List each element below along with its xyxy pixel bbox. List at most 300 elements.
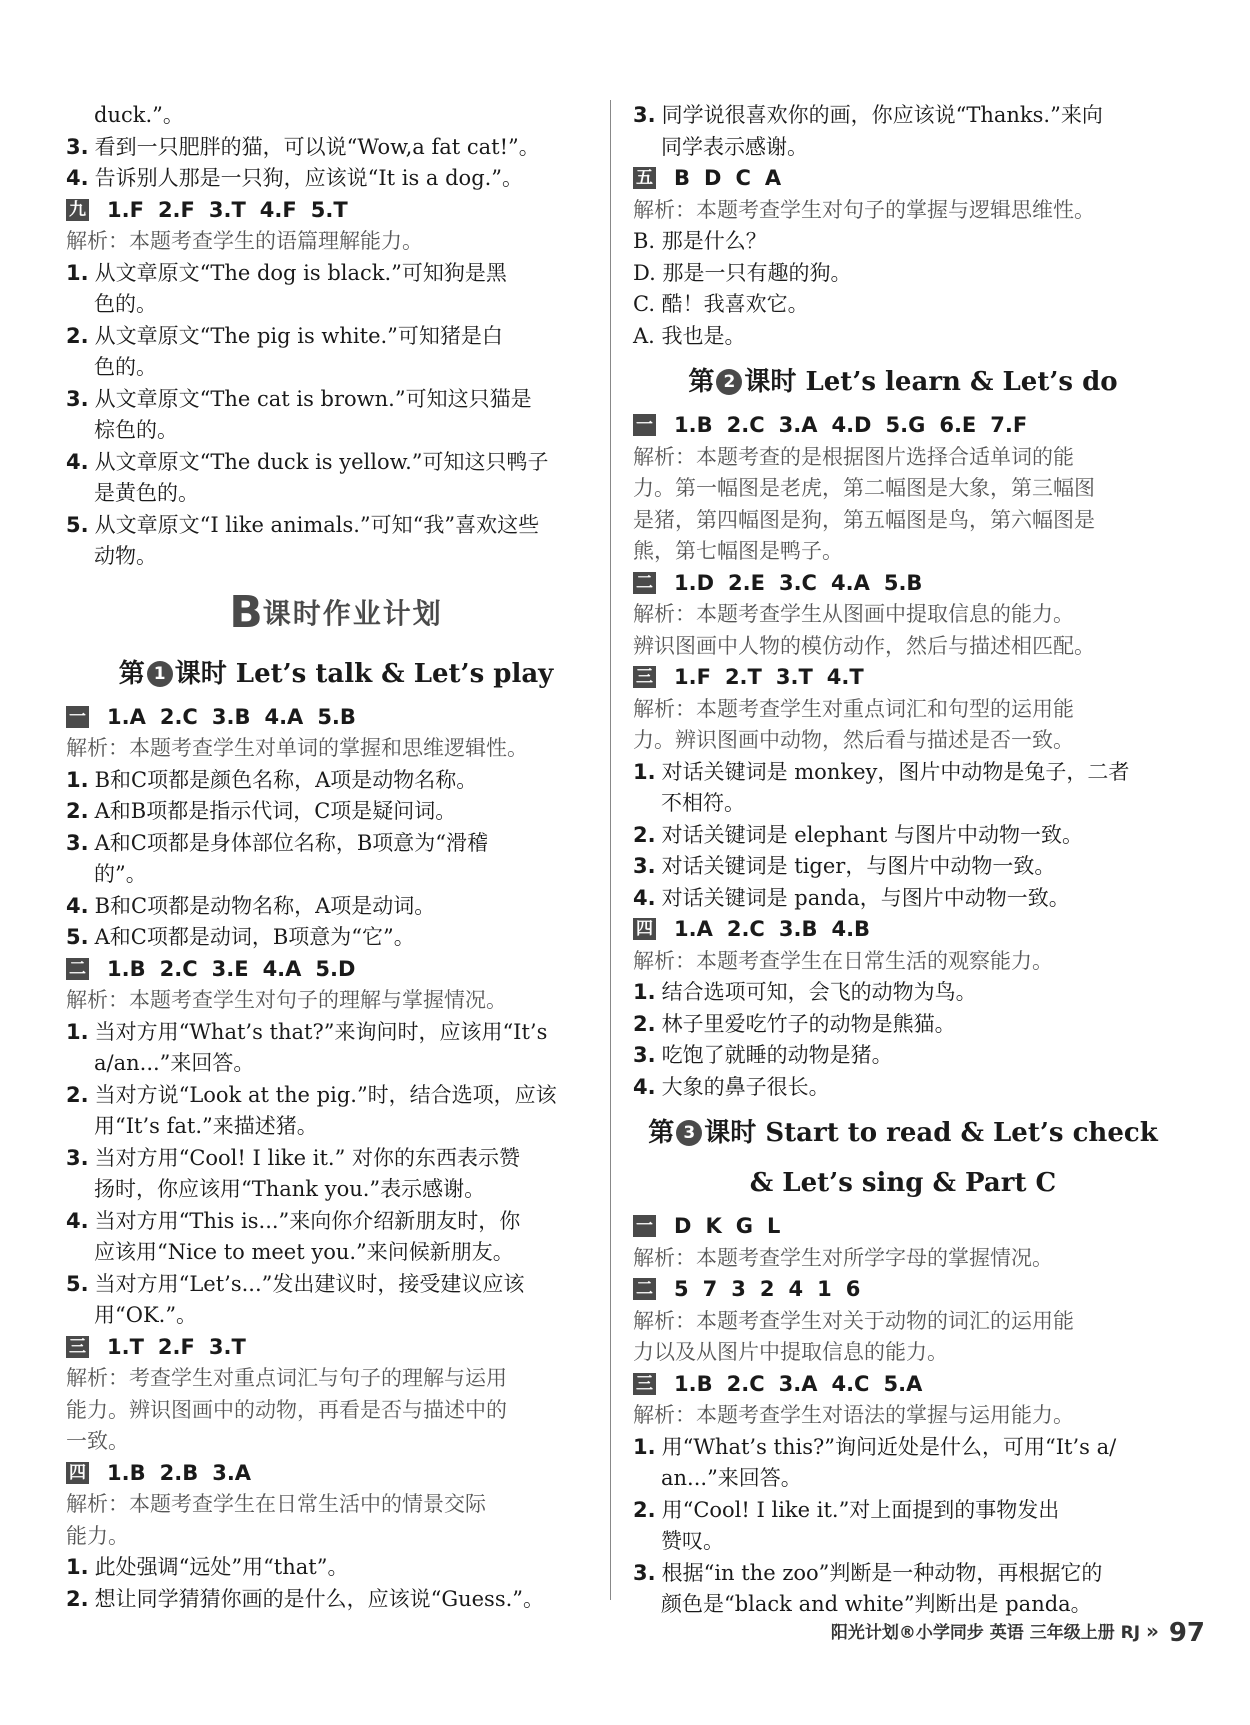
- answer-item: 5.D: [315, 956, 356, 981]
- item-text: an...”来回答。: [661, 1466, 802, 1490]
- answer-item: 3.A: [778, 1371, 818, 1396]
- analysis-label: 解析：: [633, 1245, 696, 1270]
- item-text: 的”。: [94, 862, 147, 886]
- item-text: 对话关键词是 elephant 与图片中动物一致。: [661, 822, 1083, 847]
- analysis-label: 解析：: [66, 229, 129, 253]
- item-number: 2.: [66, 323, 89, 348]
- item-number: 2.: [633, 1497, 656, 1522]
- answer-row: [66, 195, 606, 227]
- analysis-label: 解析：: [633, 602, 696, 626]
- analysis-text: 力。辨识图画中动物，然后看与描述是否一致。: [633, 728, 1074, 752]
- page-footer: [725, 1618, 1205, 1648]
- text-line: [66, 100, 606, 132]
- item-text: 同学表示感谢。: [661, 134, 808, 159]
- answer-item: 7: [702, 1277, 718, 1301]
- item-number: 4.: [66, 893, 89, 918]
- analysis-text: 本题考查学生对句子的理解与掌握情况。: [129, 988, 507, 1012]
- answer-item: 2.T: [724, 665, 762, 689]
- answer-item: 3.A: [212, 1460, 252, 1485]
- option-line: C. 酷！我喜欢它。: [633, 292, 809, 316]
- analysis-label: 解析：: [66, 1366, 129, 1390]
- answer-row: [66, 954, 606, 986]
- analysis-label: 解析：: [66, 988, 129, 1012]
- item-text: 从文章原文“The pig is white.”可知猪是白: [94, 323, 503, 348]
- text-line: [66, 321, 606, 353]
- analysis-line: [633, 1337, 1173, 1369]
- item-text: 动物。: [94, 544, 157, 568]
- item-text: 从文章原文“The cat is brown.”可知这只猫是: [94, 386, 532, 411]
- text-line: [66, 765, 606, 797]
- item-text: 不相符。: [661, 791, 745, 815]
- answer-item: 5.B: [317, 704, 356, 729]
- answer-item: K: [705, 1214, 722, 1238]
- item-text: B和C项都是颜色名称，A项是动物名称。: [94, 767, 478, 792]
- text-line: [633, 1432, 1173, 1464]
- analysis-text: 本题考查学生在日常生活中的情景交际: [129, 1492, 486, 1516]
- analysis-text: 一致。: [66, 1429, 129, 1453]
- analysis-label: 解析：: [633, 197, 696, 222]
- item-number: 3.: [633, 103, 656, 127]
- item-text: duck.”。: [94, 103, 184, 127]
- footer-arrows-icon: »: [1145, 1619, 1159, 1643]
- analysis-text: 本题考查学生对关于动物的词汇的运用能: [696, 1308, 1074, 1333]
- analysis-line: [66, 1395, 606, 1427]
- answer-item: G: [735, 1214, 753, 1238]
- item-text: 用“It’s fat.”来描述猪。: [94, 1114, 318, 1138]
- item-text: 吃饱了就睡的动物是猪。: [661, 1043, 893, 1067]
- text-line: [66, 859, 606, 891]
- analysis-line: [633, 1400, 1173, 1432]
- item-text: 当对方用“This is...”来向你介绍新朋友时，你: [94, 1208, 521, 1233]
- lesson-title: Let’s talk & Let’s play: [235, 658, 554, 689]
- item-text: 告诉别人那是一只狗，应该说“It is a dog.”。: [94, 166, 524, 190]
- item-number: 3.: [66, 830, 89, 855]
- answer-row: [633, 1274, 1173, 1306]
- section-marker: 五: [633, 167, 656, 189]
- analysis-label: 解析：: [633, 1308, 696, 1333]
- answer-item: 4.A: [262, 956, 302, 981]
- item-text: 赞叹。: [661, 1529, 724, 1553]
- text-line: [633, 820, 1173, 852]
- answer-item: 5.T: [310, 197, 348, 222]
- answer-item: 4.D: [831, 413, 872, 437]
- analysis-line: [633, 505, 1173, 537]
- analysis-text: 本题考查学生对语法的掌握与运用能力。: [696, 1403, 1074, 1427]
- text-line: [66, 922, 606, 954]
- analysis-text: 辨识图画中人物的模仿动作，然后与描述相匹配。: [633, 633, 1095, 658]
- lesson-heading-cont: [633, 1161, 1173, 1205]
- answer-item: 5.B: [883, 570, 923, 595]
- item-number: 4.: [66, 166, 89, 190]
- item-text: A和C项都是身体部位名称，B项意为“滑稽: [94, 830, 488, 855]
- item-text: A和B项都是指示代词，C项是疑问词。: [94, 799, 457, 823]
- text-line: [66, 796, 606, 828]
- answer-row: [633, 163, 1173, 195]
- text-line: [66, 828, 606, 860]
- lesson-number-badge: 2: [716, 369, 742, 395]
- answer-row: [633, 914, 1173, 946]
- lesson-number-badge: 3: [676, 1120, 702, 1146]
- item-text: a/an...”来回答。: [94, 1051, 255, 1075]
- text-line: [633, 851, 1173, 883]
- item-number: 1.: [66, 1555, 89, 1579]
- right-column: [633, 100, 1173, 1621]
- item-number: 2.: [633, 822, 656, 847]
- item-number: 4.: [633, 885, 656, 910]
- answer-item: 3.T: [208, 197, 246, 222]
- item-number: 3.: [633, 1560, 656, 1585]
- answer-item: 2.C: [726, 917, 765, 941]
- analysis-line: [633, 694, 1173, 726]
- item-text: 用“Cool! I like it.”对上面提到的事物发出: [661, 1497, 1060, 1522]
- item-number: 2.: [66, 1082, 89, 1107]
- lesson-heading: [633, 360, 1173, 404]
- item-number: 2.: [66, 799, 89, 823]
- option-line: D. 那是一只有趣的狗。: [633, 260, 852, 285]
- answer-item: 3.C: [778, 570, 817, 595]
- answer-item: 7.F: [990, 413, 1028, 437]
- answer-row: [66, 702, 606, 734]
- item-number: 1.: [66, 260, 89, 285]
- analysis-line: [66, 226, 606, 258]
- text-line: [633, 1526, 1173, 1558]
- item-text: 色的。: [94, 355, 157, 379]
- answer-item: 2.F: [157, 197, 195, 222]
- item-number: 1.: [66, 1019, 89, 1044]
- text-line: [633, 1589, 1173, 1621]
- text-line: [633, 1463, 1173, 1495]
- answer-item: 2.C: [159, 956, 198, 981]
- text-line: [66, 289, 606, 321]
- answer-row: [633, 662, 1173, 694]
- text-line: [66, 1300, 606, 1332]
- item-text: 当对方用“Cool! I like it.” 对你的东西表示赞: [94, 1145, 520, 1170]
- item-number: 1.: [633, 1434, 656, 1459]
- item-text: 棕色的。: [94, 418, 178, 442]
- item-text: 用“What’s this?”询问近处是什么，可用“It’s a/: [661, 1434, 1117, 1459]
- section-marker: 二: [66, 958, 89, 980]
- answer-item: 3.E: [211, 956, 249, 981]
- analysis-text: 能力。: [66, 1523, 129, 1548]
- analysis-text: 本题考查学生对所学字母的掌握情况。: [696, 1245, 1053, 1270]
- analysis-text: 是猪，第四幅图是狗，第五幅图是鸟，第六幅图是: [633, 507, 1095, 532]
- item-text: 对话关键词是 tiger，与图片中动物一致。: [661, 854, 1056, 878]
- section-b-title: 课时作业计划: [262, 596, 443, 630]
- answer-item: 6: [845, 1277, 861, 1301]
- section-marker: 九: [66, 199, 89, 221]
- text-line: [633, 757, 1173, 789]
- item-text: 对话关键词是 panda，与图片中动物一致。: [661, 885, 1070, 910]
- item-number: 4.: [66, 1208, 89, 1233]
- text-line: [66, 1111, 606, 1143]
- analysis-line: [633, 1243, 1173, 1275]
- item-text: 色的。: [94, 292, 157, 316]
- item-text: 用“OK.”。: [94, 1303, 198, 1327]
- answer-item: 1.B: [107, 956, 146, 981]
- answer-item: D: [704, 166, 722, 190]
- answer-item: L: [766, 1214, 781, 1238]
- answer-item: 1.D: [674, 570, 715, 595]
- analysis-label: 解析：: [66, 736, 129, 760]
- analysis-line: [633, 1306, 1173, 1338]
- text-line: [633, 1009, 1173, 1041]
- answer-item: 2.C: [726, 413, 765, 437]
- answer-item: 1.A: [674, 917, 713, 941]
- answer-item: 1.F: [107, 197, 144, 222]
- lesson-heading: [633, 1111, 1173, 1155]
- answer-item: 2.C: [726, 1371, 765, 1396]
- answer-row: [66, 1458, 606, 1490]
- section-marker: 二: [633, 572, 656, 594]
- text-line: [66, 1552, 606, 1584]
- text-line: [66, 352, 606, 384]
- answer-item: 3: [731, 1277, 746, 1301]
- analysis-label: 解析：: [633, 1403, 696, 1427]
- analysis-line: [633, 473, 1173, 505]
- item-number: 3.: [633, 854, 656, 878]
- text-line: [633, 883, 1173, 915]
- analysis-line: [633, 536, 1173, 568]
- section-marker: 一: [633, 1215, 656, 1237]
- analysis-line: [633, 442, 1173, 474]
- answer-item: 4.C: [831, 1371, 870, 1396]
- item-number: 1.: [66, 767, 89, 792]
- answer-row: [66, 1332, 606, 1364]
- analysis-text: 能力。辨识图画中的动物，再看是否与描述中的: [66, 1397, 507, 1422]
- item-number: 4.: [66, 449, 89, 474]
- analysis-line: [633, 631, 1173, 663]
- text-line: [66, 1143, 606, 1175]
- text-line: [66, 541, 606, 573]
- item-number: 3.: [66, 134, 89, 159]
- answer-item: D: [674, 1214, 692, 1238]
- analysis-text: 本题考查学生对句子的掌握与逻辑思维性。: [696, 197, 1095, 222]
- text-line: [66, 163, 606, 195]
- section-marker: 三: [66, 1336, 89, 1358]
- text-line: [66, 1017, 606, 1049]
- answer-item: 2.C: [159, 704, 198, 729]
- text-line: [66, 415, 606, 447]
- analysis-label: 解析：: [66, 1492, 129, 1516]
- footer-brand: 阳光计划®小学同步 英语 三年级上册 RJ: [830, 1623, 1141, 1643]
- section-marker: 二: [633, 1278, 656, 1300]
- answer-item: 5.A: [883, 1371, 923, 1396]
- lesson-title: Start to read & Let’s check: [765, 1118, 1158, 1148]
- item-number: 5.: [66, 925, 89, 949]
- analysis-line: [66, 733, 606, 765]
- text-line: [633, 788, 1173, 820]
- text-line: [66, 891, 606, 923]
- analysis-line: [66, 1489, 606, 1521]
- answer-item: 3.T: [208, 1334, 246, 1359]
- analysis-text: 力。第一幅图是老虎，第二幅图是大象，第三幅图: [633, 476, 1095, 500]
- text-line: [66, 132, 606, 164]
- answer-item: 1.T: [107, 1334, 144, 1359]
- item-number: 3.: [66, 386, 89, 411]
- answer-item: 4.F: [259, 197, 297, 222]
- item-text: 对话关键词是 monkey，图片中动物是兔子，二者: [661, 759, 1130, 784]
- analysis-line: [66, 1363, 606, 1395]
- text-line: [633, 977, 1173, 1009]
- analysis-line: [633, 946, 1173, 978]
- answer-item: A: [764, 166, 782, 190]
- option-line: A. 我也是。: [633, 323, 746, 348]
- answer-item: 4.T: [826, 665, 864, 689]
- answer-item: 1.A: [107, 704, 146, 729]
- analysis-line: [633, 195, 1173, 227]
- item-number: 5.: [66, 512, 89, 537]
- section-marker: 一: [633, 414, 656, 436]
- answer-item: 2.F: [157, 1334, 195, 1359]
- text-line: [66, 384, 606, 416]
- answer-item: 2.E: [728, 570, 765, 595]
- lesson-suffix: 课时: [174, 658, 227, 689]
- lesson-prefix: 第: [118, 658, 145, 689]
- text-line: [633, 1072, 1173, 1104]
- item-text: 当对方用“What’s that?”来询问时，应该用“It’s: [94, 1019, 548, 1044]
- text-line: [66, 510, 606, 542]
- answer-item: 3.B: [211, 704, 251, 729]
- answer-item: 3.A: [778, 413, 818, 437]
- page-number: 97: [1168, 1618, 1205, 1648]
- item-text: 应该用“Nice to meet you.”来问候新朋友。: [94, 1240, 514, 1264]
- analysis-text: 熊，第七幅图是鸭子。: [633, 539, 843, 563]
- lesson-title: Let’s learn & Let’s do: [805, 367, 1118, 397]
- text-line: [633, 1040, 1173, 1072]
- item-text: 颜色是“black and white”判断出是 panda。: [661, 1592, 1092, 1616]
- item-text: A和C项都是动词，B项意为“它”。: [94, 925, 415, 949]
- text-line: [66, 1237, 606, 1269]
- column-divider: [610, 100, 611, 1600]
- item-text: 当对方用“Let’s...”发出建议时，接受建议应该: [94, 1271, 525, 1296]
- text-line: [66, 1080, 606, 1112]
- analysis-text: 本题考查学生的语篇理解能力。: [129, 229, 423, 253]
- lesson-suffix: 课时: [744, 367, 797, 397]
- answer-row: [633, 410, 1173, 442]
- item-text: 同学说很喜欢你的画，你应该说“Thanks.”来向: [661, 103, 1103, 127]
- answer-item: 1.B: [107, 1460, 146, 1485]
- lesson-number-badge: 1: [147, 661, 173, 687]
- lesson-title-cont: & Let’s sing & Part C: [749, 1168, 1057, 1198]
- analysis-line: [66, 985, 606, 1017]
- lesson-heading: [66, 652, 606, 696]
- item-number: 3.: [66, 1145, 89, 1170]
- text-line: [66, 478, 606, 510]
- answer-item: 4.B: [831, 917, 871, 941]
- answer-row: [633, 1369, 1173, 1401]
- answer-item: 3.B: [778, 917, 818, 941]
- item-number: 1.: [633, 759, 656, 784]
- item-text: 当对方说“Look at the pig.”时，结合选项，应该: [94, 1082, 557, 1107]
- item-text: 大象的鼻子很长。: [661, 1074, 830, 1099]
- answer-item: 4: [788, 1277, 804, 1301]
- lesson-prefix: 第: [648, 1118, 675, 1148]
- answer-item: 5: [674, 1277, 689, 1301]
- item-text: 想让同学猜猜你画的是什么，应该说“Guess.”。: [94, 1586, 545, 1611]
- analysis-line: [66, 1521, 606, 1553]
- item-number: 1.: [633, 980, 656, 1004]
- section-marker: 一: [66, 706, 89, 728]
- analysis-label: 解析：: [633, 696, 696, 721]
- text-line: [633, 1495, 1173, 1527]
- text-line: [66, 1174, 606, 1206]
- text-line: [66, 1269, 606, 1301]
- answer-item: 4.A: [830, 570, 870, 595]
- text-line: [66, 1584, 606, 1616]
- analysis-text: 本题考查学生从图画中提取信息的能力。: [696, 602, 1074, 626]
- item-text: B和C项都是动物名称，A项是动词。: [94, 893, 436, 918]
- answer-item: 2.B: [159, 1460, 199, 1485]
- item-text: 结合选项可知，会飞的动物为鸟。: [661, 980, 977, 1004]
- answer-item: 1.F: [674, 665, 711, 689]
- analysis-text: 本题考查学生在日常生活的观察能力。: [696, 948, 1053, 973]
- lesson-prefix: 第: [688, 367, 715, 397]
- item-number: 2.: [633, 1011, 656, 1036]
- answer-row: [633, 568, 1173, 600]
- analysis-line: [66, 1426, 606, 1458]
- section-marker: 四: [633, 918, 656, 940]
- text-line: [66, 1206, 606, 1238]
- section-marker: 三: [633, 1373, 656, 1395]
- answer-item: 1.B: [674, 413, 713, 437]
- item-text: 扬时，你应该用“Thank you.”表示感谢。: [94, 1177, 486, 1201]
- item-text: 此处强调“远处”用“that”。: [94, 1555, 349, 1579]
- answer-item: C: [735, 166, 751, 190]
- item-text: 看到一只肥胖的猫，可以说“Wow,a fat cat!”。: [94, 134, 540, 159]
- answer-item: 3.T: [775, 665, 813, 689]
- lesson-suffix: 课时: [704, 1118, 757, 1148]
- section-marker: 四: [66, 1462, 89, 1484]
- item-text: 是黄色的。: [94, 481, 199, 505]
- item-text: 林子里爱吃竹子的动物是熊猫。: [661, 1011, 956, 1036]
- left-column: [66, 100, 606, 1615]
- analysis-line: [633, 599, 1173, 631]
- text-line: [633, 1558, 1173, 1590]
- answer-row: [633, 1211, 1173, 1243]
- answer-item: 5.G: [885, 413, 926, 437]
- item-number: 4.: [633, 1074, 656, 1099]
- section-marker: 三: [633, 666, 656, 688]
- section-b-heading: [66, 586, 606, 640]
- analysis-text: 力以及从图片中提取信息的能力。: [633, 1340, 948, 1364]
- text-line: [66, 1048, 606, 1080]
- answer-item: 1: [817, 1277, 832, 1301]
- text-line: [66, 447, 606, 479]
- answer-item: 4.A: [264, 704, 304, 729]
- analysis-text: 考查学生对重点词汇与句子的理解与运用: [129, 1366, 507, 1390]
- item-text: 从文章原文“The dog is black.”可知狗是黑: [94, 260, 507, 285]
- text-line: [633, 100, 1173, 132]
- analysis-text: 本题考查学生对重点词汇和句型的运用能: [696, 696, 1074, 721]
- text-line: [66, 258, 606, 290]
- analysis-line: [633, 725, 1173, 757]
- section-b-letter: B: [229, 586, 263, 638]
- answer-item: B: [674, 166, 691, 190]
- analysis-text: 本题考查的是根据图片选择合适单词的能: [696, 444, 1074, 469]
- analysis-label: 解析：: [633, 948, 696, 973]
- item-number: 2.: [66, 1586, 89, 1611]
- analysis-text: 本题考查学生对单词的掌握和思维逻辑性。: [129, 736, 528, 760]
- answer-item: 2: [759, 1277, 775, 1301]
- item-number: 5.: [66, 1271, 89, 1296]
- answer-item: 1.B: [674, 1371, 713, 1396]
- item-number: 3.: [633, 1043, 656, 1067]
- answer-item: 6.E: [939, 413, 977, 437]
- item-text: 根据“in the zoo”判断是一种动物，再根据它的: [661, 1560, 1103, 1585]
- option-line: B. 那是什么？: [633, 229, 767, 253]
- text-line: [633, 132, 1173, 164]
- item-text: 从文章原文“The duck is yellow.”可知这只鸭子: [94, 449, 549, 474]
